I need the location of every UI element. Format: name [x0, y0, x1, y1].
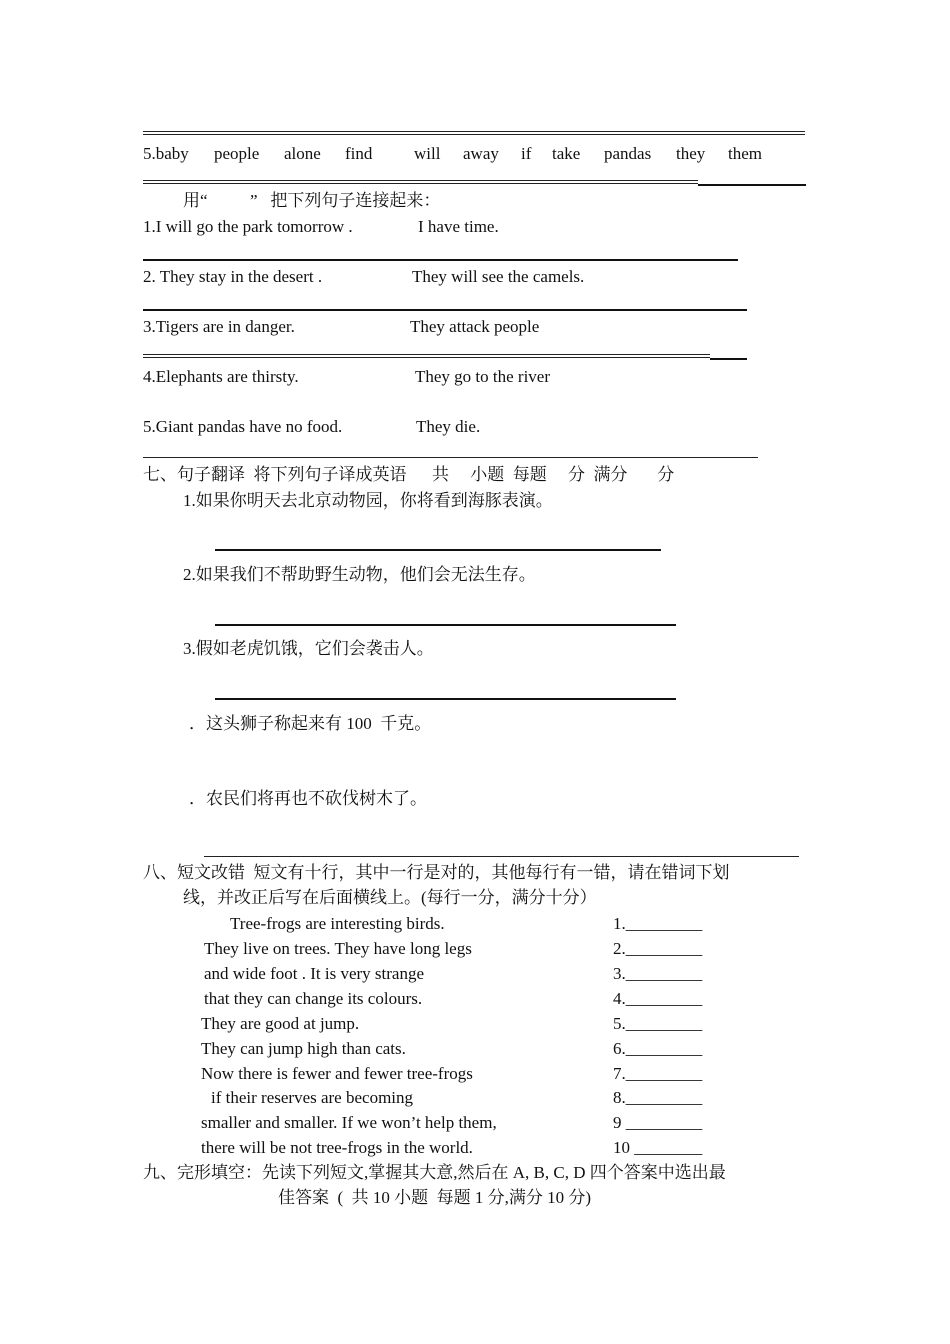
section7-heading: 七、句子翻译 将下列句子译成英语 共 小题 每题 分 满分 分: [143, 465, 675, 484]
word: if: [521, 144, 532, 163]
translation-item: 2.如果我们不帮助野生动物，他们会无法生存。: [183, 565, 536, 584]
sentence-a: 1.I will go the park tomorrow .: [143, 217, 353, 236]
word: away: [463, 144, 499, 163]
passage-line: that they can change its colours.: [204, 989, 423, 1008]
word-list: [0, 144, 950, 164]
translation-item: 3.假如老虎饥饿，它们会袭击人。: [183, 639, 434, 658]
answer-blank[interactable]: 9 _________: [613, 1113, 703, 1132]
answer-blank[interactable]: 4._________: [613, 989, 703, 1008]
word: alone: [284, 144, 321, 163]
word: people: [214, 144, 260, 163]
top-double-rule: [143, 131, 805, 135]
passage-line: and wide foot . It is very strange: [204, 964, 424, 983]
sentence-b: I have time.: [418, 217, 499, 236]
passage-line: smaller and smaller. If we won’t help them,: [201, 1113, 497, 1132]
sentence-b: They will see the camels.: [412, 267, 585, 286]
translation-item: ．农民们将再也不砍伐树木了。: [189, 789, 427, 808]
sentence-a: 4.Elephants are thirsty.: [143, 367, 299, 386]
answer-line: [143, 457, 758, 458]
answer-line: [143, 354, 710, 358]
answer-line: [143, 309, 747, 311]
translation-item: ．这头狮子称起来有 100 千克。: [189, 714, 432, 733]
answer-blank[interactable]: 3._________: [613, 964, 703, 983]
answer-line: [143, 259, 738, 261]
section9-heading: 佳答案 ( 共 10 小题 每题 1 分,满分 10 分): [278, 1188, 592, 1207]
sentence-a: 2. They stay in the desert .: [143, 267, 323, 286]
sentence-a: 5.Giant pandas have no food.: [143, 417, 343, 436]
answer-blank[interactable]: 2._________: [613, 939, 703, 958]
word: them: [728, 144, 762, 163]
sentence-b: They attack people: [410, 317, 540, 336]
passage-line: Tree-frogs are interesting birds.: [230, 914, 445, 933]
passage-line: there will be not tree-frogs in the world.: [201, 1138, 473, 1157]
answer-line: [204, 856, 799, 857]
answer-line: [698, 184, 806, 186]
passage-line: Now there is fewer and fewer tree-frogs: [201, 1064, 473, 1083]
answer-line: [710, 358, 747, 360]
sentence-b: They die.: [416, 417, 481, 436]
word: they: [676, 144, 706, 163]
section8-heading: 八、短文改错 短文有十行，其中一行是对的，其他每行有一错，请在错词下划: [143, 863, 730, 882]
answer-blank[interactable]: 8._________: [613, 1088, 703, 1107]
answer-line: [215, 624, 676, 626]
sentence-b: They go to the river: [415, 367, 551, 386]
answer-blank[interactable]: 5._________: [613, 1014, 703, 1033]
answer-line: [215, 549, 661, 551]
passage-line: They live on trees. They have long legs: [204, 939, 472, 958]
answer-blank[interactable]: 10 ________: [613, 1138, 703, 1157]
word: pandas: [604, 144, 652, 163]
section8-heading: 线，并改正后写在后面横线上。(每行一分，满分十分）: [183, 888, 597, 907]
section6-instruction: 用“ ” 把下列句子连接起来：: [183, 191, 441, 210]
section9-heading: 九、完形填空：先读下列短文,掌握其大意,然后在 A, B, C, D 四个答案中选出最: [143, 1163, 726, 1182]
answer-line: [143, 180, 698, 184]
answer-blank[interactable]: 7._________: [613, 1064, 703, 1083]
word: take: [552, 144, 581, 163]
answer-blank[interactable]: 1._________: [613, 914, 703, 933]
answer-blank[interactable]: 6._________: [613, 1039, 703, 1058]
word: will: [414, 144, 441, 163]
word: 5.baby: [143, 144, 189, 163]
word: find: [345, 144, 373, 163]
answer-line: [215, 698, 676, 700]
passage-line: They are good at jump.: [201, 1014, 360, 1033]
passage-line: if their reserves are becoming: [211, 1088, 414, 1107]
translation-item: 1.如果你明天去北京动物园，你将看到海豚表演。: [183, 491, 553, 510]
passage-line: They can jump high than cats.: [201, 1039, 406, 1058]
sentence-a: 3.Tigers are in danger.: [143, 317, 295, 336]
